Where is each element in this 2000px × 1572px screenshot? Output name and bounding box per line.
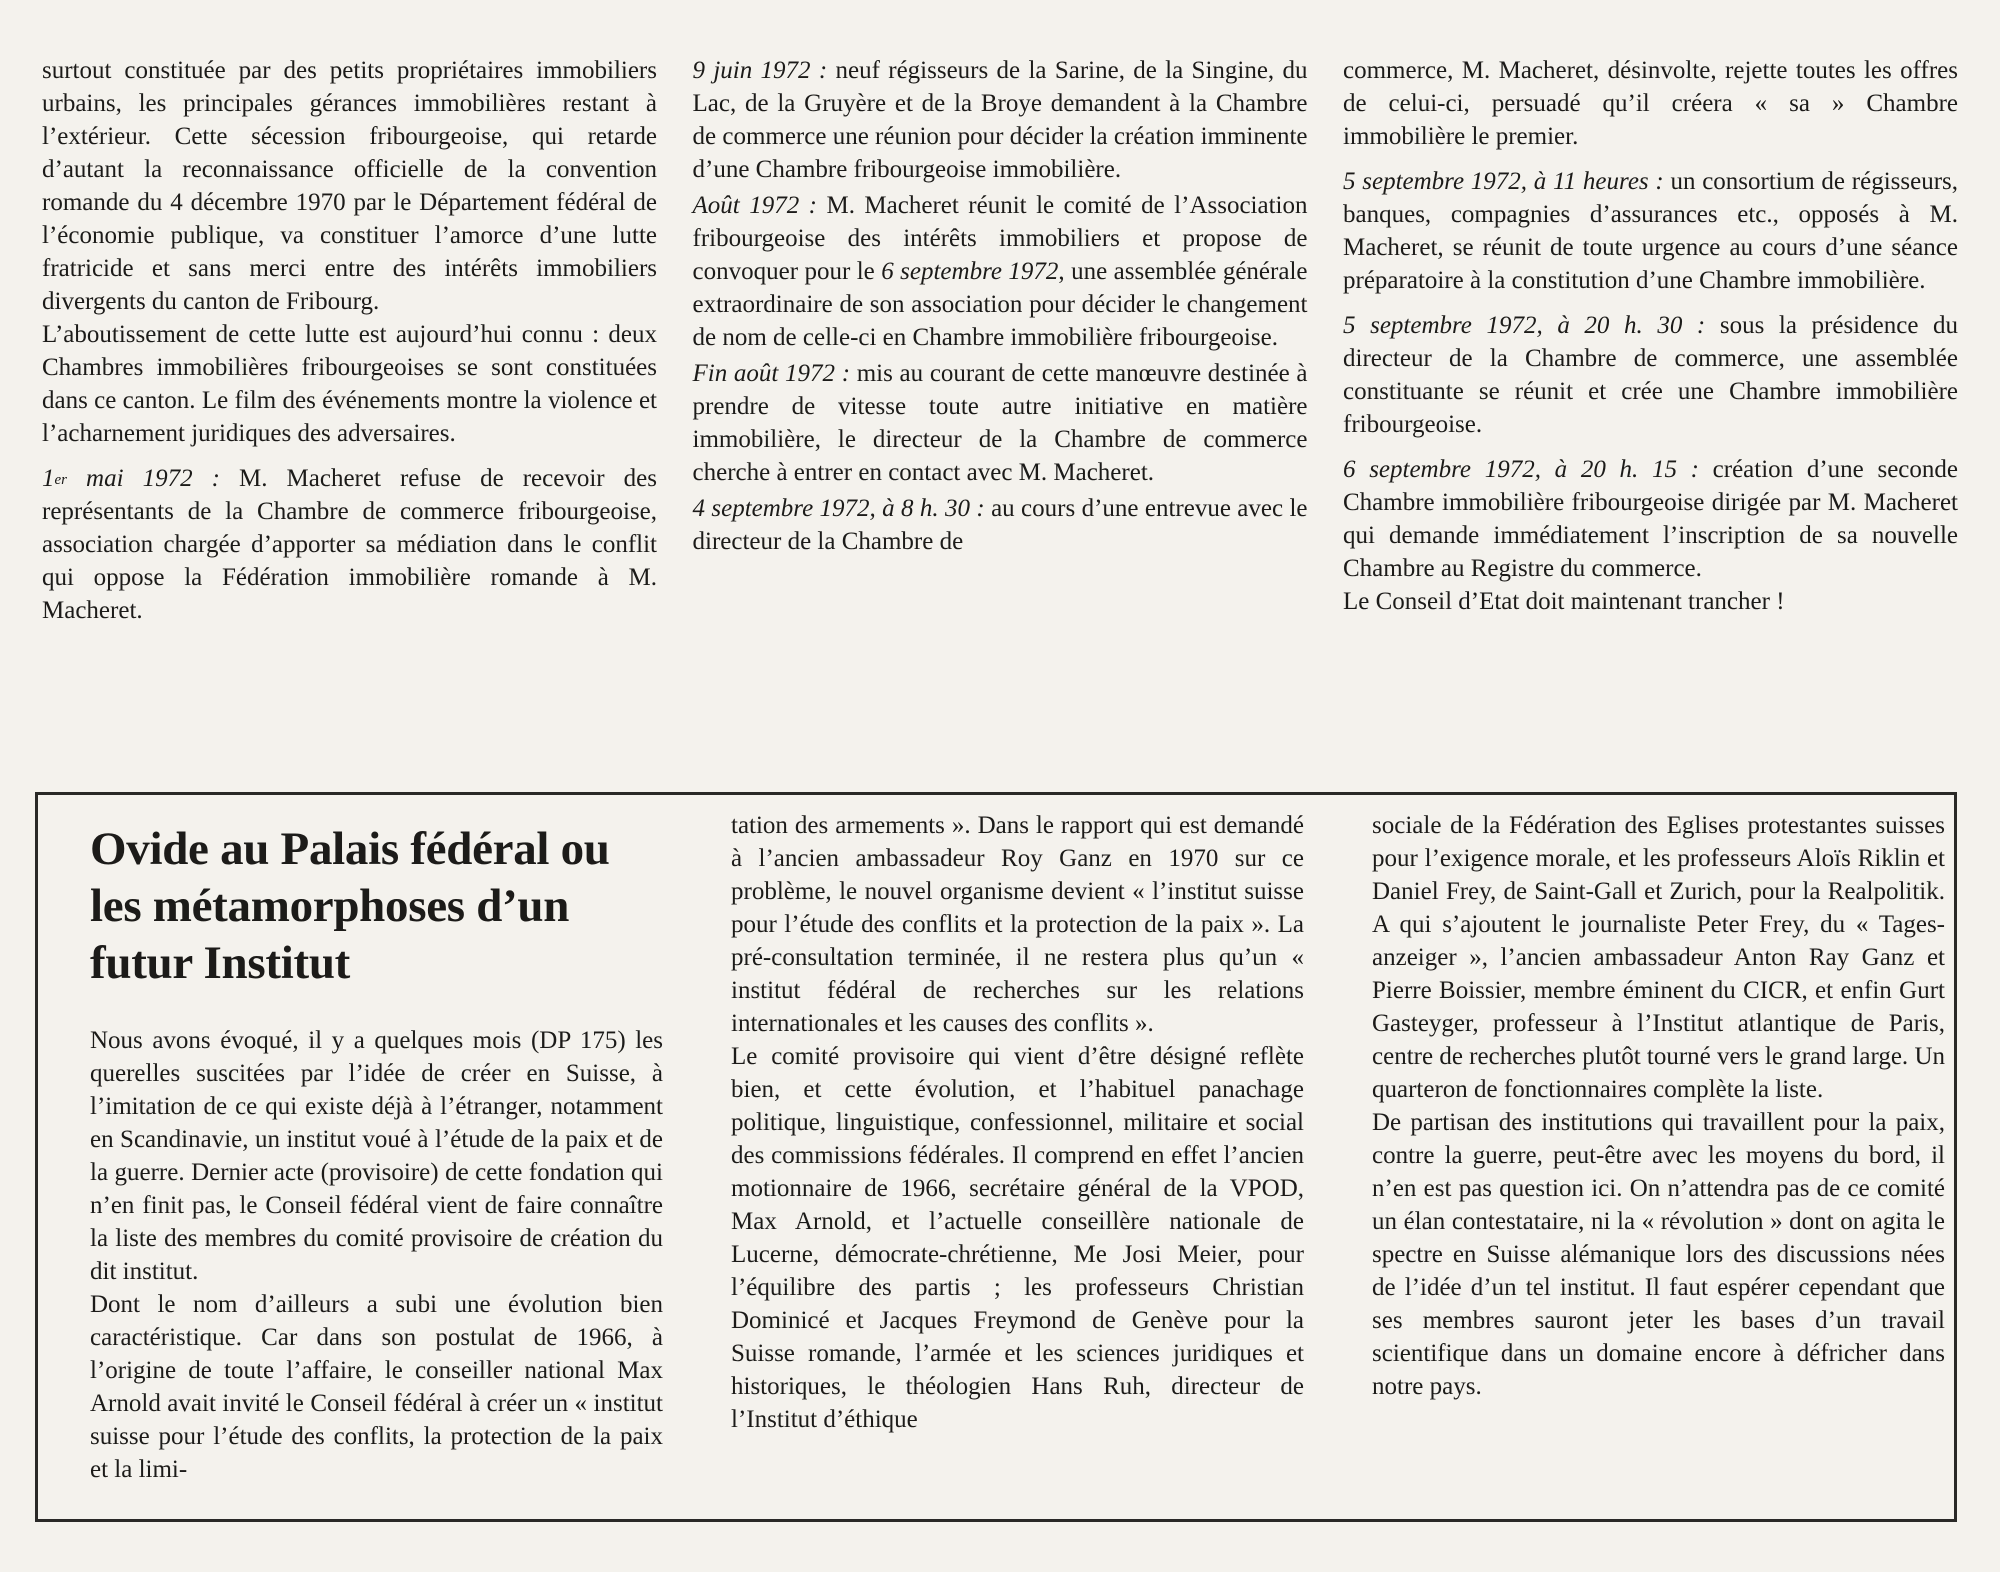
entry-date: Fin août 1972 : <box>692 360 851 387</box>
chronology-entry: Fin août 1972 : mis au courant de cette manœuvre destinée à prendre de vitesse toute autre initiative en matière immobilière, le directeur de la Chambre de commerce cherche à entrer en contact avec M. Macheret. <box>692 360 1308 486</box>
paragraph: surtout constituée par des petits propriétaires immobiliers urbains, les principales gérances immobilières restant à l’extérieur. Cette sécession fribourgeoise, qui retarde d’autant la reconnaissance officielle de la convention romande du 4 décembre 1970 par le Département fédéral de l’économie publique, va constituer l’amorce d’une lutte fratricide et sans merci entre des intérêts immobiliers divergents du canton de Fribourg. <box>42 57 657 315</box>
boxed-article <box>35 792 1957 1522</box>
chronology-column-2 <box>693 54 1308 639</box>
entry-date: 5 septembre 1972, à 20 h. 30 : <box>1343 312 1706 339</box>
chronology-entry: 9 juin 1972 : neuf régisseurs de la Sarine, de la Singine, du Lac, de la Gruyère et de la Broye demandent à la Chambre de commerce une réunion pour décider la création imminente d’une Chambre fribourgeoise immobilière. <box>692 57 1308 183</box>
entry-date: 1er mai 1972 : <box>42 465 220 492</box>
entry-date: 5 septembre 1972, à 11 heures : <box>1343 168 1664 195</box>
entry-date: 9 juin 1972 : <box>692 57 828 84</box>
boxed-column-2 <box>731 809 1304 1486</box>
chronology-entry: 6 septembre 1972, à 20 h. 15 : création d’une seconde Chambre immobilière fribourgeoise dirigée par M. Macheret qui demande immédiatement l’inscription de sa nouvelle Chambre au Registre du commerce. <box>1343 456 1958 582</box>
paragraph: commerce, M. Macheret, désinvolte, rejette toutes les offres de celui-ci, persuadé qu’il créera « sa » Chambre immobilière le premier. <box>1343 57 1958 150</box>
paragraph: sociale de la Fédération des Eglises protestantes suisses pour l’exigence morale, et les professeurs Aloïs Riklin et Daniel Frey, de Saint-Gall et Zurich, pour la Realpolitik. A qui s’ajoutent le journaliste Peter Frey, du « Tages-anzeiger », l’ancien ambassadeur Anton Ray Ganz et Pierre Boissier, membre éminent du CICR, et enfin Gurt Gasteyger, professeur à l’Institut atlantique de Paris, centre de recherches plutôt tourné vers le grand large. Un quarteron de fonctionnaires complète la liste. <box>1372 812 1945 1103</box>
paragraph: tation des armements ». Dans le rapport qui est demandé à l’ancien ambassadeur Roy Ganz en 1970 sur ce problème, le nouvel organisme devient « l’institut suisse pour l’étude des conflits et la protection de la paix ». La pré-consultation terminée, il ne restera plus qu’un « institut fédéral de recherches sur les relations internationales et les causes des conflits ». <box>731 812 1304 1037</box>
entry-date: 4 septembre 1972, à 8 h. 30 : <box>692 495 985 522</box>
paragraph: Nous avons évoqué, il y a quelques mois (DP 175) les querelles suscitées par l’idée de créer en Suisse, à l’imitation de ce qui existe déjà à l’étranger, notamment en Scandinavie, un institut voué à l’étude de la paix et de la guerre. Dernier acte (provisoire) de cette fondation qui n’en finit pas, le Conseil fédéral vient de faire connaître la liste des membres du comité provisoire de création du dit institut. <box>90 1027 663 1285</box>
paragraph: L’aboutissement de cette lutte est aujourd’hui connu : deux Chambres immobilières fribourgeoises se sont constituées dans ce canton. Le film des événements montre la violence et l’acharnement juridiques des adversaires. <box>42 321 657 447</box>
paragraph: Dont le nom d’ailleurs a subi une évolution bien caractéristique. Car dans son postulat de 1966, à l’origine de toute l’affaire, le conseiller national Max Arnold avait invité le Conseil fédéral à créer un « institut suisse pour l’étude des conflits, la protection de la paix et la limi- <box>90 1291 663 1483</box>
closing-line: Le Conseil d’Etat doit maintenant trancher ! <box>1343 588 1785 615</box>
chronology-column-3 <box>1343 54 1958 639</box>
entry-date: 6 septembre 1972, à 20 h. 15 : <box>1343 456 1699 483</box>
paragraph: De partisan des institutions qui travaillent pour la paix, contre la guerre, peut-être avec les moyens du bord, il n’en est pas question ici. On n’attendra pas de ce comité un élan contestataire, ni la « révolution » dont on agita le spectre en Suisse alémanique lors des discussions nées de l’idée d’un tel institut. Il faut espérer cependant que ses membres sauront jeter les bases d’un travail scientifique dans un domaine encore à défricher dans notre pays. <box>1372 1109 1945 1400</box>
boxed-column-3 <box>1372 809 1945 1486</box>
chronology-entry: 5 septembre 1972, à 11 heures : un consortium de régisseurs, banques, compagnies d’assurances etc., opposés à M. Macheret, se réunit de toute urgence au cours d’une séance préparatoire à la constitution d’une Chambre immobilière. <box>1343 168 1958 294</box>
article-title: Ovide au Palais fédéral ou les métamorphoses d’un futur Institut <box>90 823 610 989</box>
entry-date: Août 1972 : <box>692 192 817 219</box>
chronology-column-1 <box>42 54 657 639</box>
chronology-entry: 5 septembre 1972, à 20 h. 30 : sous la présidence du directeur de la Chambre de commerce, une assemblée constituante se réunit et crée une Chambre immobilière fribourgeoise. <box>1343 312 1958 438</box>
chronology-article <box>42 54 1958 639</box>
chronology-entry: Août 1972 : M. Macheret réunit le comité de l’Association fribourgeoise des intérêts immobiliers et propose de convoquer pour le 6 septembre 1972, une assemblée générale extraordinaire de son association pour décider le changement de nom de celle-ci en Chambre immobilière fribourgeoise. <box>692 192 1308 351</box>
chronology-entry: 1er mai 1972 : M. Macheret refuse de recevoir des représentants de la Chambre de commerce fribourgeoise, association chargée d’apporter sa médiation dans le conflit qui oppose la Fédération immobilière romande à M. Macheret. <box>42 465 657 624</box>
paragraph: Le comité provisoire qui vient d’être désigné reflète bien, et cette évolution, et l’habituel panachage politique, linguistique, confessionnel, militaire et social des commissions fédérales. Il comprend en effet l’ancien motionnaire de 1966, secrétaire général de la VPOD, Max Arnold, et l’actuelle conseillère nationale de Lucerne, démocrate-chrétienne, Me Josi Meier, pour l’équilibre des partis ; les professeurs Christian Dominicé et Jacques Freymond de Genève pour la Suisse romande, l’armée et les sciences juridiques et historiques, le théologien Hans Ruh, directeur de l’Institut d’éthique <box>731 1043 1304 1433</box>
chronology-entry: 4 septembre 1972, à 8 h. 30 : au cours d’une entrevue avec le directeur de la Chambre de <box>692 495 1308 555</box>
boxed-column-1 <box>90 809 663 1486</box>
boxed-article-columns <box>90 809 1945 1486</box>
